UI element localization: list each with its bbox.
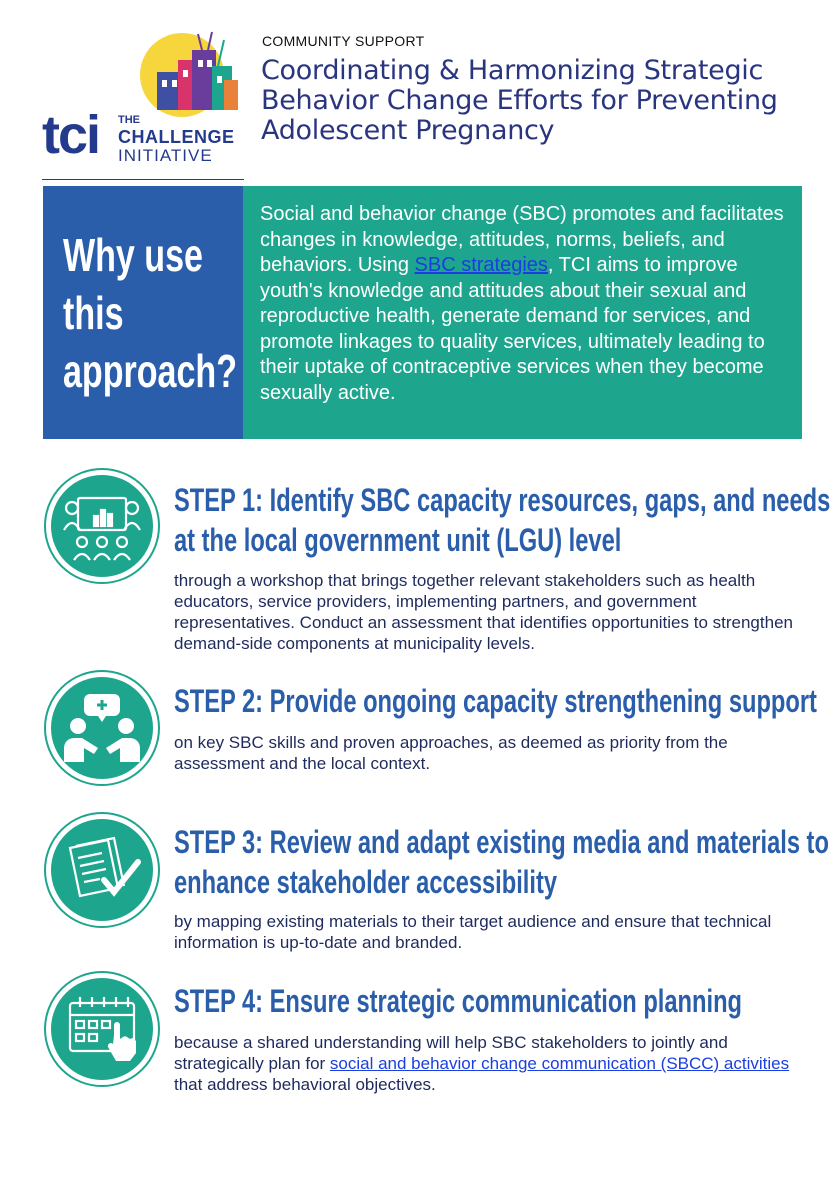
calendar-touch-icon [44, 971, 160, 1087]
logo-initiative-text: INITIATIVE [118, 146, 213, 165]
step4-text-after-link: that address behavioral objectives. [174, 1075, 436, 1094]
logo-divider [42, 179, 244, 180]
why-text-before-link: Social and behavior change (SBC) promotes and facilitates changes in knowledge, attitudes, norms, beliefs, and behaviors. Using [260, 203, 784, 276]
tci-logo [42, 30, 247, 178]
why-text-after-link: , TCI aims to improve youth's knowledge and attitudes about their sexual and reproductive health, generate demand for services, and promote linkages to quality services, ultimately leading to their uptake of contraceptive services when they become sexually active. [260, 254, 765, 404]
logo-tci-text: tci [42, 105, 100, 165]
why-description [260, 202, 784, 406]
why-heading-line3: approach? [63, 345, 238, 397]
sbcc-activities-link[interactable]: social and behavior change communication (SBCC) activities [329, 1054, 790, 1073]
step4-text-before-link: because a shared understanding will help SBC stakeholders to jointly and strategically plan for [174, 1033, 728, 1073]
step3-title-line1: STEP 3: Review and adapt existing media and materials to [174, 824, 829, 860]
step1-description: through a workshop that brings together relevant stakeholders such as health educators, service providers, implementing partners, and government representatives. Conduct an assessment that identifies opportunities to strengthen demand-side components at municipality levels. [174, 571, 793, 653]
documents-check-icon [44, 812, 160, 928]
step1-title-line2: at the local government unit (LGU) level [174, 522, 622, 558]
page-title: Coordinating & Harmonizing Strategic Behavior Change Efforts for Preventing Adolescent Pregnancy [261, 55, 778, 146]
step3-title-line2: enhance stakeholder accessibility [174, 864, 558, 900]
why-description-box [243, 186, 802, 439]
step3-description: by mapping existing materials to their target audience and ensure that technical information is up-to-date and branded. [174, 912, 772, 952]
step2-description: on key SBC skills and proven approaches, as deemed as priority from the assessment and the local context. [174, 733, 728, 773]
step2-title [174, 681, 817, 721]
step1-title-line1: STEP 1: Identify SBC capacity resources, gaps, and needs [174, 482, 831, 518]
step1-title [174, 480, 830, 560]
step4-title-line1: STEP 4: Ensure strategic communication planning [174, 983, 742, 1019]
step4-description [174, 1032, 804, 1095]
people-conversation-icon [44, 670, 160, 786]
step4-title [174, 981, 742, 1021]
step3-title [174, 822, 829, 902]
stakeholders-meeting-icon [44, 468, 160, 584]
sbc-strategies-link[interactable]: SBC strategies [414, 254, 548, 276]
logo-challenge-text: CHALLENGE [118, 127, 235, 147]
why-heading-box [43, 186, 243, 439]
step2-title-line1: STEP 2: Provide ongoing capacity strengthening support [174, 683, 817, 719]
why-heading-line2: this [63, 287, 124, 339]
logo-the-text: THE [118, 114, 140, 126]
category-label: COMMUNITY SUPPORT [262, 33, 425, 49]
why-heading [63, 226, 238, 400]
why-heading-line1: Why use [63, 229, 203, 281]
